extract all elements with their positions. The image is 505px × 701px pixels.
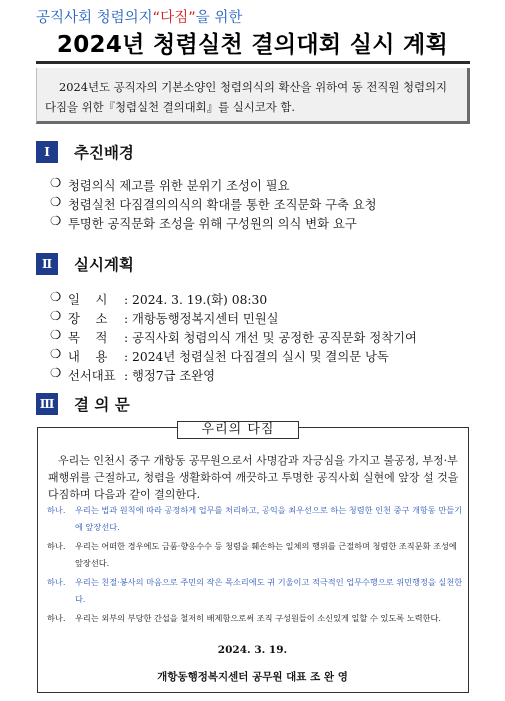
section-number-badge: Ⅲ bbox=[36, 393, 58, 415]
subtitle-part-b: 을 위한 bbox=[195, 10, 243, 26]
bullet-item bbox=[50, 214, 357, 232]
pledge-item bbox=[47, 610, 465, 627]
pledge-item-prefix: 하나. bbox=[47, 613, 66, 623]
document-title: 2024년 청렴실천 결의대회 실시 계획 bbox=[56, 32, 449, 58]
section-number-badge: Ⅱ bbox=[36, 253, 58, 275]
pledge-item-prefix: 하나. bbox=[47, 577, 66, 587]
plan-key: 목 적 bbox=[68, 331, 108, 345]
subtitle-part-a: 공직사회 청렴의지 bbox=[36, 10, 153, 26]
intro-box bbox=[36, 68, 470, 124]
plan-value: : 행정7급 조완영 bbox=[124, 369, 216, 383]
plan-item-content bbox=[50, 347, 389, 365]
plan-key: 장 소 bbox=[68, 312, 108, 326]
circle-bullet-icon: ❍ bbox=[50, 214, 62, 228]
circle-bullet-icon: ❍ bbox=[50, 347, 62, 361]
pledge-item bbox=[47, 538, 465, 572]
bullet-text: 청렴실천 다짐결의의식의 확대를 통한 조직문화 구축 요청 bbox=[68, 198, 377, 212]
pledge-signature: 개항동행정복지센터 공무원 대표 조 완 영 bbox=[157, 671, 348, 683]
pledge-item bbox=[47, 502, 465, 536]
pledge-title-tag: 우리의 다짐 bbox=[177, 421, 299, 439]
pledge-item-prefix: 하나. bbox=[47, 541, 66, 551]
bullet-text: 투명한 공직문화 조성을 위해 구성원의 의식 변화 요구 bbox=[68, 217, 357, 231]
plan-value: : 2024. 3. 19.(화) 08:30 bbox=[124, 293, 268, 307]
circle-bullet-icon: ❍ bbox=[50, 290, 62, 304]
pledge-item-text: 우리는 친절·봉사의 마음으로 주민의 작은 목소리에도 귀 기울이고 적극적인 업무수행으로 위민행정을 실천한다. bbox=[75, 577, 463, 604]
plan-item-place bbox=[50, 309, 279, 327]
circle-bullet-icon: ❍ bbox=[50, 366, 62, 380]
plan-key: 내 용 bbox=[68, 350, 108, 364]
plan-item-representative bbox=[50, 366, 215, 384]
plan-value: : 개항동행정복지센터 민원실 bbox=[124, 312, 279, 326]
plan-value: : 공직사회 청렴의식 개선 및 공정한 공직문화 정착기여 bbox=[124, 331, 417, 345]
pledge-item bbox=[47, 574, 465, 608]
pledge-item-text: 우리는 법과 원칙에 따라 공정하게 업무를 처리하고, 공익을 최우선으로 하는 청렴한 인천 중구 개항동 만들기에 앞장선다. bbox=[75, 505, 463, 532]
plan-item-date bbox=[50, 290, 267, 308]
section-number-badge: Ⅰ bbox=[36, 141, 58, 163]
section-heading-background bbox=[36, 141, 134, 163]
section-heading-plan bbox=[36, 253, 134, 275]
document-subtitle bbox=[36, 6, 242, 27]
section-title: 추진배경 bbox=[74, 144, 134, 162]
plan-key: 일 시 bbox=[68, 293, 108, 307]
bullet-text: 청렴의식 제고를 위한 분위기 조성이 필요 bbox=[68, 179, 290, 193]
circle-bullet-icon: ❍ bbox=[50, 309, 62, 323]
subtitle-emphasis: “다짐” bbox=[152, 10, 196, 26]
pledge-date: 2024. 3. 19. bbox=[217, 644, 288, 656]
pledge-intro-text: 우리는 인천시 중구 개항동 공무원으로서 사명감과 자긍심을 가지고 불공정, 부정·부패행위를 근절하고, 청렴을 생활화하여 깨끗하고 투명한 공직사회 실현에 앞장 설 것을 다짐하며 다음과 같이 결의한다. bbox=[48, 454, 459, 501]
section-title: 결 의 문 bbox=[74, 396, 130, 414]
bullet-item bbox=[50, 195, 377, 213]
section-title: 실시계획 bbox=[74, 256, 134, 274]
bullet-item bbox=[50, 176, 289, 194]
pledge-item-prefix: 하나. bbox=[47, 505, 66, 515]
plan-item-purpose bbox=[50, 328, 417, 346]
pledge-item-text: 우리는 외부의 부당한 간섭을 철저히 배제함으로써 조직 구성원들이 소신있게 일할 수 있도록 노력한다. bbox=[75, 613, 442, 623]
pledge-item-text: 우리는 어떠한 경우에도 금품·향응수수 등 청렴을 훼손하는 일체의 행위를 근절하며 청렴한 조직문화 조성에 앞장선다. bbox=[75, 541, 457, 568]
circle-bullet-icon: ❍ bbox=[50, 176, 62, 190]
title-divider bbox=[36, 61, 470, 64]
circle-bullet-icon: ❍ bbox=[50, 328, 62, 342]
intro-text: 2024년도 공직자의 기본소양인 청렴의식의 확산을 위하여 동 전직원 청렴의지 다짐을 위한『청렴실천 결의대회』를 실시코자 함. bbox=[45, 80, 448, 114]
section-heading-pledge bbox=[36, 393, 130, 415]
circle-bullet-icon: ❍ bbox=[50, 195, 62, 209]
plan-value: : 2024년 청렴실천 다짐결의 실시 및 결의문 낭독 bbox=[124, 350, 389, 364]
plan-key: 선서대표 bbox=[68, 369, 116, 383]
